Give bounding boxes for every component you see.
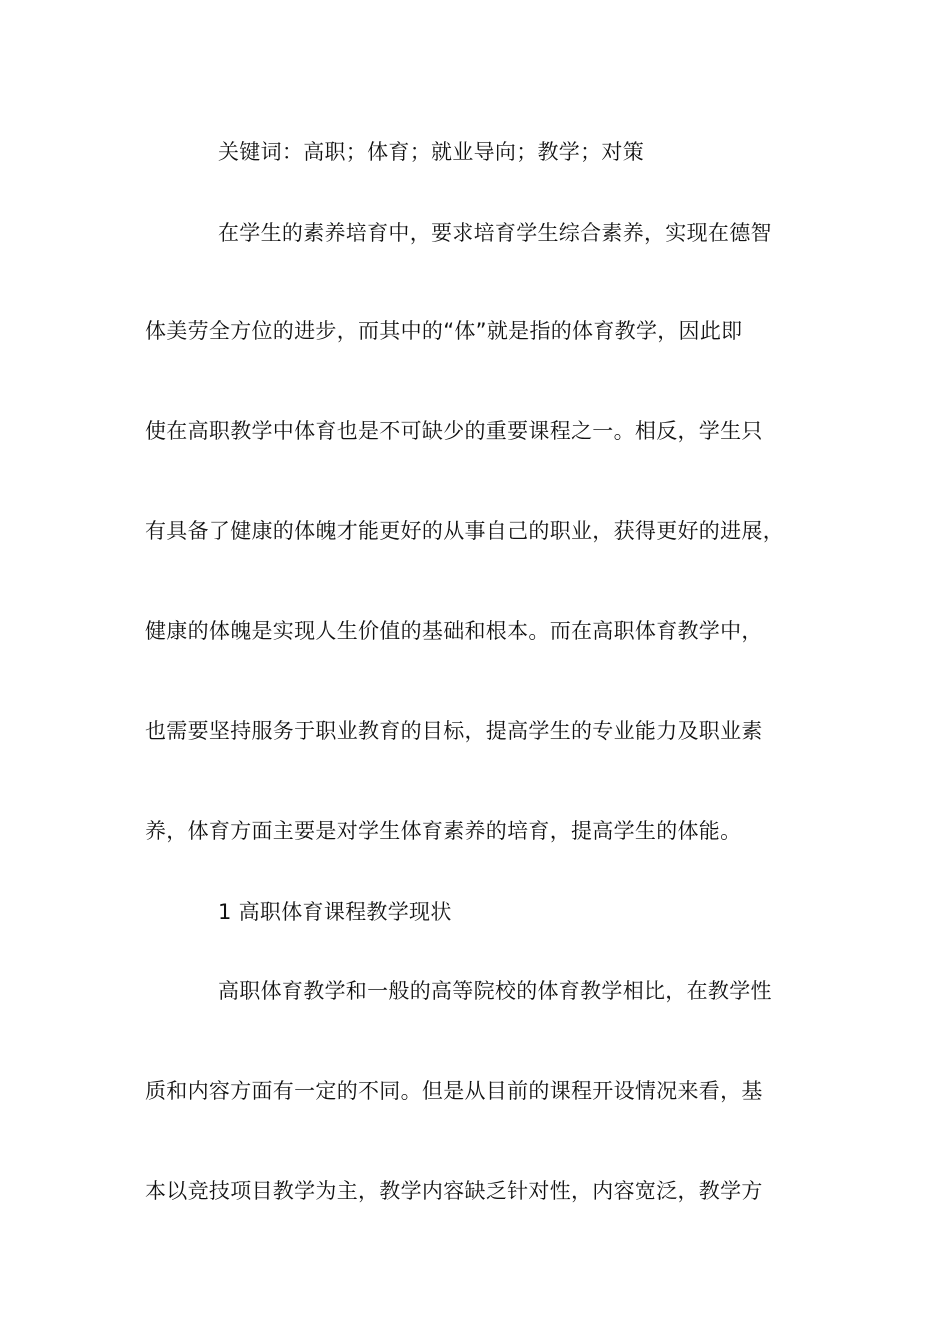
section-heading: 1 高职体育课程教学现状 [218, 900, 452, 924]
paragraph-line: 高职体育教学和一般的高等院校的体育教学相比，在教学性 [218, 979, 772, 1003]
paragraph-line: 在学生的素养培育中，要求培育学生综合素养，实现在德智 [218, 221, 772, 245]
paragraph-line: 健康的体魄是实现人生价值的基础和根本。而在高职体育教学中， [145, 619, 763, 643]
paragraph-line: 养，体育方面主要是对学生体育素养的培育，提高学生的体能。 [145, 819, 742, 843]
paragraph-line: 体美劳全方位的进步，而其中的“体”就是指的体育教学，因此即 [145, 319, 743, 343]
paragraph-line: 有具备了健康的体魄才能更好的从事自己的职业，获得更好的进展， [145, 519, 784, 543]
paragraph-line: 也需要坚持服务于职业教育的目标，提高学生的专业能力及职业素 [145, 719, 763, 743]
keywords-line: 关键词：高职；体育；就业导向；教学；对策 [218, 140, 644, 164]
paragraph-line: 本以竞技项目教学为主，教学内容缺乏针对性，内容宽泛，教学方 [145, 1179, 763, 1203]
paragraph-line: 质和内容方面有一定的不同。但是从目前的课程开设情况来看，基 [145, 1079, 763, 1103]
paragraph-line: 使在高职教学中体育也是不可缺少的重要课程之一。相反，学生只 [145, 419, 763, 443]
